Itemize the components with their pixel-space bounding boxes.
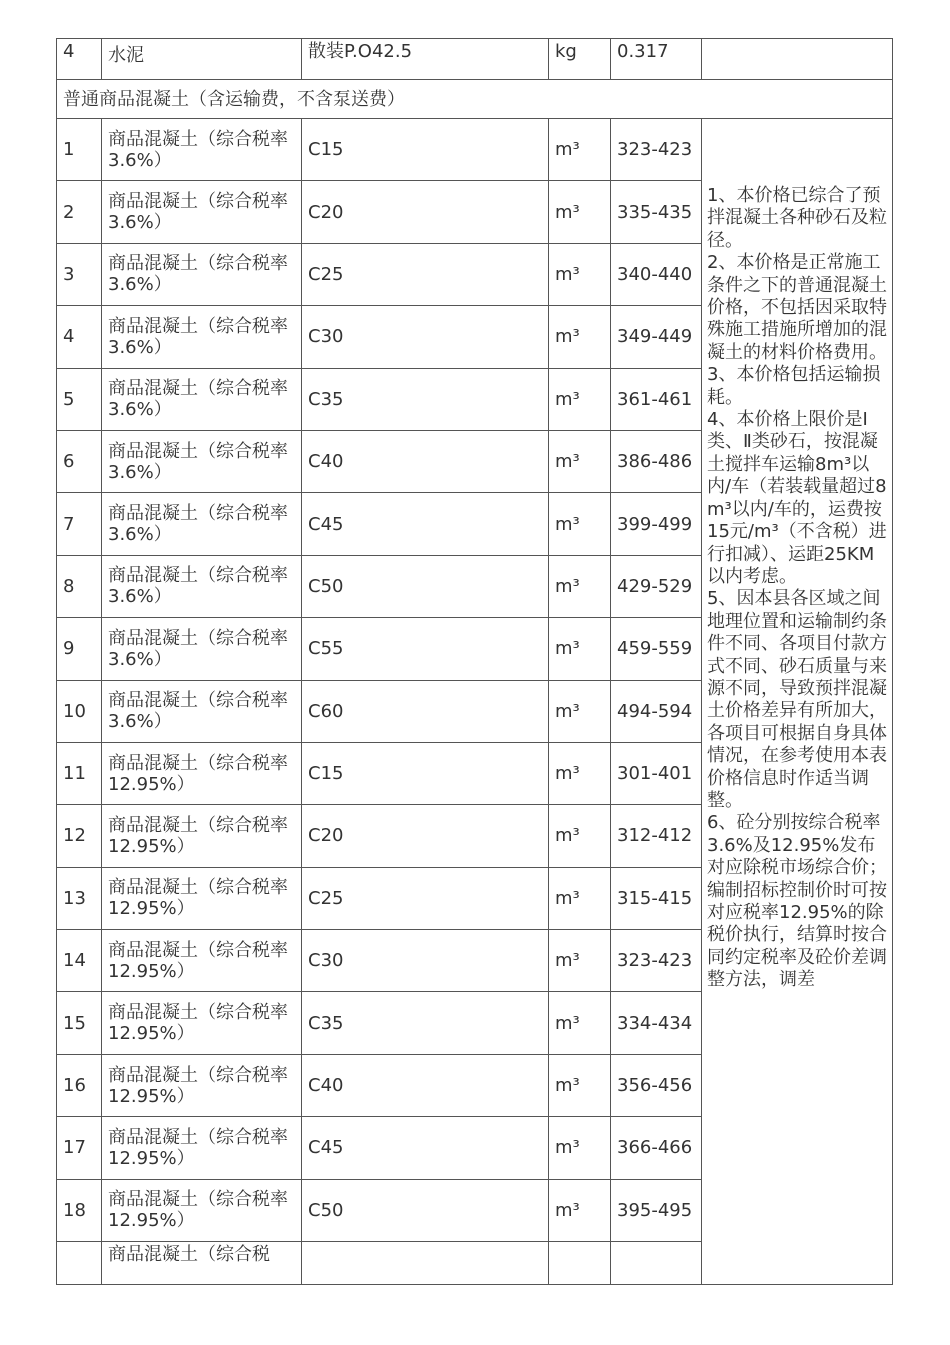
unit: m³ (549, 867, 611, 929)
concrete-grade: C40 (302, 1054, 549, 1116)
row-number (57, 1242, 102, 1285)
concrete-grade: C30 (302, 306, 549, 368)
concrete-grade: C35 (302, 992, 549, 1054)
row-number: 8 (57, 555, 102, 617)
unit (549, 1242, 611, 1285)
price-table-sheet (56, 38, 892, 1285)
price-range: 399-499 (611, 493, 702, 555)
price-range: 335-435 (611, 181, 702, 243)
material-name: 商品混凝土（综合税率12.95%） (102, 1117, 302, 1179)
row-number: 6 (57, 430, 102, 492)
price-range: 334-434 (611, 992, 702, 1054)
material-spec: 散装P.O42.5 (302, 39, 549, 80)
material-name: 商品混凝土（综合税率3.6%） (102, 119, 302, 181)
price-range: 429-529 (611, 555, 702, 617)
table-row (57, 119, 893, 181)
price-range: 386-486 (611, 430, 702, 492)
unit: m³ (549, 243, 611, 305)
material-name: 商品混凝土（综合税率3.6%） (102, 618, 302, 680)
unit: kg (549, 39, 611, 80)
unit: m³ (549, 181, 611, 243)
material-name: 商品混凝土（综合税率3.6%） (102, 493, 302, 555)
material-name: 商品混凝土（综合税 (102, 1242, 302, 1285)
row-number: 9 (57, 618, 102, 680)
price-range: 361-461 (611, 368, 702, 430)
row-number: 18 (57, 1179, 102, 1241)
concrete-grade: C20 (302, 805, 549, 867)
notes-cell: 1、本价格已综合了预拌混凝土各种砂石及粒径。 2、本价格是正常施工条件之下的普通混凝土价格，不包括因采取特殊施工措施所增加的混凝土的材料价格费用。 3、本价格包括运输损耗。 4、本价格上限价是Ⅰ类、Ⅱ类砂石，按混凝土搅拌车运输8m³以内/车（若装载量超过8m³以内/车的，运费按15元/m³（不含税）进行扣减）、运距25KM以内考虑。 5、因本县各区域之间地理位置和运输制约条件不同、各项目付款方式不同、砂石质量与来源不同，导致预拌混凝土价格差异有所加大，各项目可根据自身具体情况，在参考使用本表价格信息时作适当调整。 6、砼分别按综合税率3.6%及12.95%发布对应除税市场综合价；编制招标控制价时可按对应税率12.95%的除税价执行，结算时按合同约定税率及砼价差调整方法，调差 (702, 119, 893, 1285)
material-name: 商品混凝土（综合税率12.95%） (102, 992, 302, 1054)
price-range: 366-466 (611, 1117, 702, 1179)
unit: m³ (549, 805, 611, 867)
unit: m³ (549, 368, 611, 430)
unit: m³ (549, 1054, 611, 1116)
unit: m³ (549, 992, 611, 1054)
material-name: 商品混凝土（综合税率12.95%） (102, 1179, 302, 1241)
unit: m³ (549, 930, 611, 992)
price-range: 340-440 (611, 243, 702, 305)
material-name: 水泥 (102, 39, 302, 80)
unit: m³ (549, 119, 611, 181)
price-range: 395-495 (611, 1179, 702, 1241)
concrete-grade: C45 (302, 493, 549, 555)
concrete-grade: C35 (302, 368, 549, 430)
table-row (57, 39, 893, 80)
row-number: 4 (57, 306, 102, 368)
row-number: 12 (57, 805, 102, 867)
price-range: 323-423 (611, 930, 702, 992)
material-name: 商品混凝土（综合税率12.95%） (102, 1054, 302, 1116)
row-number: 14 (57, 930, 102, 992)
price-range: 459-559 (611, 618, 702, 680)
unit: m³ (549, 1179, 611, 1241)
price-range: 356-456 (611, 1054, 702, 1116)
row-number: 2 (57, 181, 102, 243)
concrete-grade: C55 (302, 618, 549, 680)
row-number: 11 (57, 742, 102, 804)
material-name: 商品混凝土（综合税率3.6%） (102, 680, 302, 742)
row-number: 3 (57, 243, 102, 305)
price-range: 323-423 (611, 119, 702, 181)
material-name: 商品混凝土（综合税率12.95%） (102, 867, 302, 929)
section-header-row (57, 80, 893, 119)
row-number: 16 (57, 1054, 102, 1116)
material-name: 商品混凝土（综合税率3.6%） (102, 306, 302, 368)
material-name: 商品混凝土（综合税率12.95%） (102, 805, 302, 867)
concrete-grade: C25 (302, 867, 549, 929)
material-name: 商品混凝土（综合税率3.6%） (102, 430, 302, 492)
row-number: 15 (57, 992, 102, 1054)
concrete-grade: C60 (302, 680, 549, 742)
concrete-grade: C30 (302, 930, 549, 992)
row-number: 4 (57, 39, 102, 80)
material-name: 商品混凝土（综合税率12.95%） (102, 742, 302, 804)
material-name: 商品混凝土（综合税率3.6%） (102, 368, 302, 430)
section-title: 普通商品混凝土（含运输费，不含泵送费） (57, 80, 893, 119)
row-number: 17 (57, 1117, 102, 1179)
material-name: 商品混凝土（综合税率3.6%） (102, 555, 302, 617)
row-number: 13 (57, 867, 102, 929)
concrete-grade: C15 (302, 119, 549, 181)
unit: m³ (549, 1117, 611, 1179)
price-range: 494-594 (611, 680, 702, 742)
concrete-grade (302, 1242, 549, 1285)
price-range: 301-401 (611, 742, 702, 804)
row-number: 10 (57, 680, 102, 742)
unit: m³ (549, 680, 611, 742)
concrete-grade: C50 (302, 1179, 549, 1241)
unit: m³ (549, 618, 611, 680)
price-range: 349-449 (611, 306, 702, 368)
unit: m³ (549, 493, 611, 555)
material-name: 商品混凝土（综合税率3.6%） (102, 243, 302, 305)
price-range: 315-415 (611, 867, 702, 929)
price-table (56, 38, 893, 1285)
unit: m³ (549, 430, 611, 492)
concrete-grade: C45 (302, 1117, 549, 1179)
concrete-grade: C15 (302, 742, 549, 804)
unit: m³ (549, 742, 611, 804)
price: 0.317 (611, 39, 702, 80)
concrete-grade: C50 (302, 555, 549, 617)
unit: m³ (549, 555, 611, 617)
remark (702, 39, 893, 80)
row-number: 7 (57, 493, 102, 555)
row-number: 5 (57, 368, 102, 430)
price-range (611, 1242, 702, 1285)
material-name: 商品混凝土（综合税率12.95%） (102, 930, 302, 992)
material-name: 商品混凝土（综合税率3.6%） (102, 181, 302, 243)
row-number: 1 (57, 119, 102, 181)
price-range: 312-412 (611, 805, 702, 867)
concrete-grade: C20 (302, 181, 549, 243)
concrete-grade: C40 (302, 430, 549, 492)
concrete-grade: C25 (302, 243, 549, 305)
unit: m³ (549, 306, 611, 368)
